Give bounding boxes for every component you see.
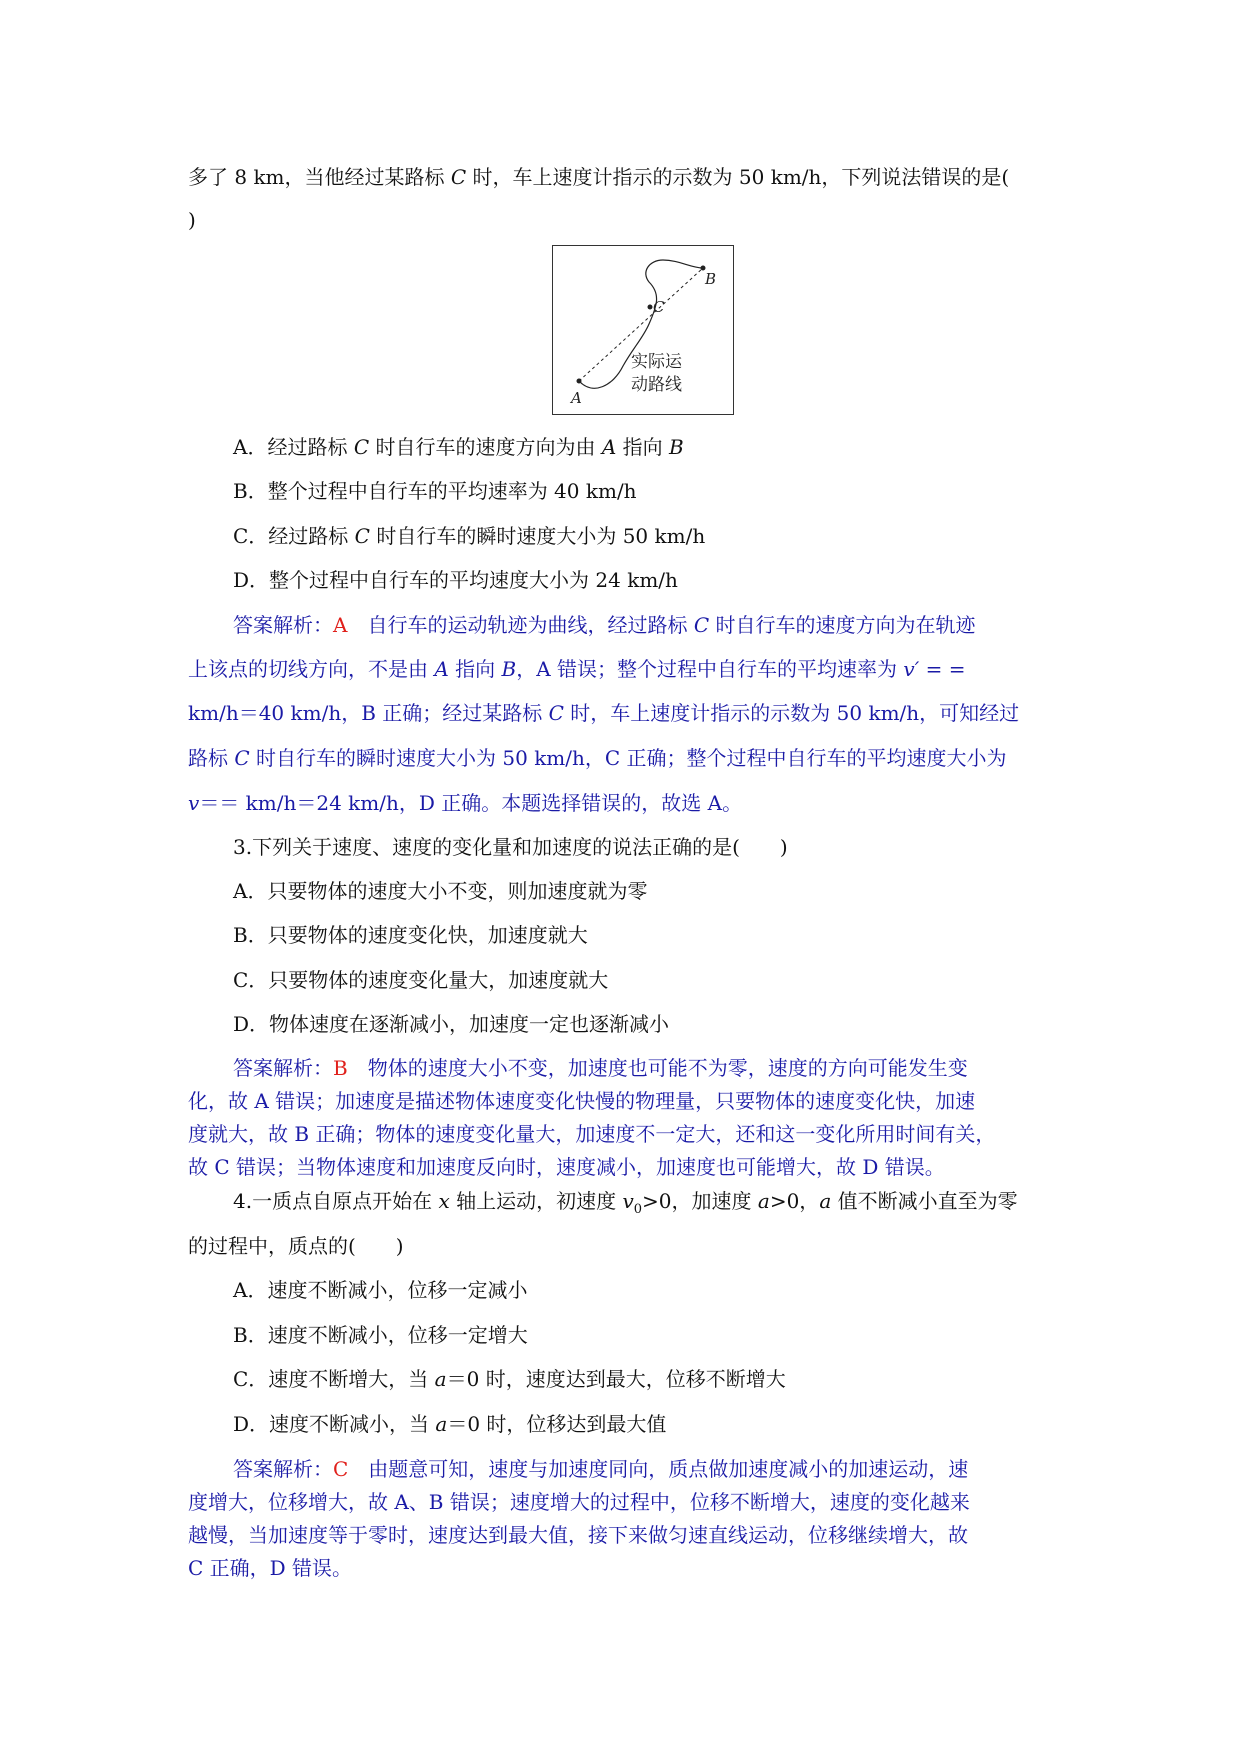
text: 时自行车的速度方向为由	[369, 435, 602, 459]
text: A．经过路标	[233, 435, 354, 459]
label-b: B	[705, 270, 717, 288]
text: C	[353, 435, 370, 459]
text: 4.一质点自原点开始在	[233, 1189, 439, 1213]
q4-answer-line-2: 度增大，位移增大，故 A、B 错误；速度增大的过程中，位移不断增大，速度的变化越来	[188, 1490, 970, 1514]
point-c-dot	[648, 305, 653, 310]
text: 上该点的切线方向，不是由	[188, 657, 435, 681]
q3-answer-line-2: 化，故 A 错误；加速度是描述物体速度变化快慢的物理量，只要物体的速度变化快，加速	[188, 1089, 976, 1113]
q4-option-d	[233, 1409, 1113, 1439]
q3-answer-line-1	[233, 1053, 1113, 1083]
text: km/h＝40 km/h，B 正确；经过某路标	[188, 701, 549, 725]
text: 答案解析：	[233, 1457, 333, 1481]
text: B	[669, 435, 684, 459]
text: a	[434, 1367, 447, 1391]
q3-option-b: B．只要物体的速度变化快，加速度就大	[233, 923, 588, 947]
q3-option-a: A．只要物体的速度大小不变，则加速度就为零	[233, 879, 648, 903]
answer-choice: A	[333, 613, 348, 637]
text: A	[434, 657, 449, 681]
text: C	[234, 746, 250, 770]
motion-path-diagram	[553, 246, 733, 414]
text: ＝0 时，位移达到最大值	[447, 1412, 667, 1436]
question-2-stem-line-1	[188, 162, 1068, 192]
text: 答案解析：	[233, 1056, 333, 1080]
q4-option-a: A．速度不断减小，位移一定减小	[233, 1278, 528, 1302]
text: 物体的速度大小不变，加速度也可能不为零，速度的方向可能发生变	[347, 1056, 968, 1080]
q2-option-b: B．整个过程中自行车的平均速率为 40 km/h	[233, 479, 637, 503]
text: D．速度不断减小，当	[233, 1412, 436, 1436]
text: 值不断减小直至为零	[831, 1189, 1018, 1213]
text: a	[819, 1189, 832, 1213]
q3-answer-line-3: 度就大，故 B 正确；物体的速度变化量大，加速度不一定大，还和这一变化所用时间有关，	[188, 1122, 996, 1146]
q3-option-c: C．只要物体的速度变化量大，加速度就大	[233, 968, 609, 992]
text: 路标	[188, 746, 235, 770]
text: = =	[919, 657, 966, 681]
text: 答案解析：	[233, 613, 333, 637]
q2-answer-line-5	[188, 788, 1068, 818]
text: ＝0 时，速度达到最大，位移不断增大	[446, 1367, 786, 1391]
text: 时自行车的瞬时速度大小为 50 km/h，C 正确；整个过程中自行车的平均速度大小为	[249, 746, 1007, 770]
text: 时自行车的瞬时速度大小为 50 km/h	[369, 524, 706, 548]
text: v	[188, 791, 200, 815]
text: a	[435, 1412, 448, 1436]
q4-answer-line-4: C 正确，D 错误。	[188, 1556, 353, 1580]
text: 自行车的运动轨迹为曲线，经过路标	[347, 613, 694, 637]
text: v′	[903, 657, 920, 681]
q3-answer-line-4: 故 C 错误；当物体速度和加速度反向时，速度减小，加速度也可能增大，故 D 错误。	[188, 1155, 945, 1179]
text: ＝＝ km/h＝24 km/h，D 正确。本题选择错误的，故选 A。	[199, 791, 743, 815]
text: 指向	[616, 435, 670, 459]
answer-choice: B	[333, 1056, 348, 1080]
text: 由题意可知，速度与加速度同向，质点做加速度减小的加速运动，速	[348, 1457, 969, 1481]
text: v	[622, 1189, 634, 1213]
text: C．速度不断增大，当	[233, 1367, 435, 1391]
label-c: C	[653, 298, 665, 316]
text: 轴上运动，初速度	[449, 1189, 623, 1213]
point-a-dot	[577, 379, 582, 384]
q3-option-d: D．物体速度在逐渐减小，加速度一定也逐渐减小	[233, 1012, 670, 1036]
text: 时，车上速度计指示的示数为 50 km/h，可知经过	[563, 701, 1020, 725]
caption-line-2: 动路线	[631, 375, 682, 395]
text: x	[438, 1189, 450, 1213]
text: ，A 错误；整个过程中自行车的平均速率为	[516, 657, 904, 681]
text: C	[693, 613, 710, 637]
q2-option-d: D．整个过程中自行车的平均速度大小为 24 km/h	[233, 568, 678, 592]
text: C	[548, 701, 564, 725]
text: 指向	[448, 657, 502, 681]
q2-option-c	[233, 521, 1113, 551]
text: a	[757, 1189, 770, 1213]
q2-answer-line-2	[188, 654, 1068, 684]
question-2-stem-line-2: )	[188, 208, 196, 232]
q4-option-b: B．速度不断减小，位移一定增大	[233, 1323, 528, 1347]
text: 0	[633, 1202, 643, 1217]
text: C	[354, 524, 370, 548]
text: 时自行车的速度方向为在轨迹	[709, 613, 976, 637]
q2-answer-line-3	[188, 698, 1068, 728]
text: C	[450, 165, 467, 189]
q2-answer-line-1	[233, 610, 1113, 640]
q4-answer-line-1	[233, 1454, 1113, 1484]
q4-stem-line-2: 的过程中，质点的( )	[188, 1234, 404, 1258]
text: 时，车上速度计指示的示数为 50 km/h，下列说法错误的是(	[466, 165, 1010, 189]
q4-stem-line-1	[233, 1186, 1113, 1225]
label-a: A	[571, 389, 582, 407]
q4-option-c	[233, 1364, 1113, 1394]
answer-choice: C	[333, 1457, 349, 1481]
text: >0，加速度	[642, 1189, 758, 1213]
text: B	[501, 657, 517, 681]
q4-answer-line-3: 越慢，当加速度等于零时，速度达到最大值，接下来做匀速直线运动，位移继续增大，故	[188, 1523, 968, 1547]
text: C．经过路标	[233, 524, 355, 548]
q3-stem: 3.下列关于速度、速度的变化量和加速度的说法正确的是( )	[233, 835, 788, 859]
text: 多了 8 km，当他经过某路标	[188, 165, 451, 189]
motion-path-figure	[552, 245, 734, 415]
text: A	[601, 435, 617, 459]
q2-option-a	[233, 432, 1113, 462]
caption-line-1: 实际运	[631, 352, 682, 372]
q2-answer-line-4	[188, 743, 1068, 773]
text: >0，	[769, 1189, 820, 1213]
